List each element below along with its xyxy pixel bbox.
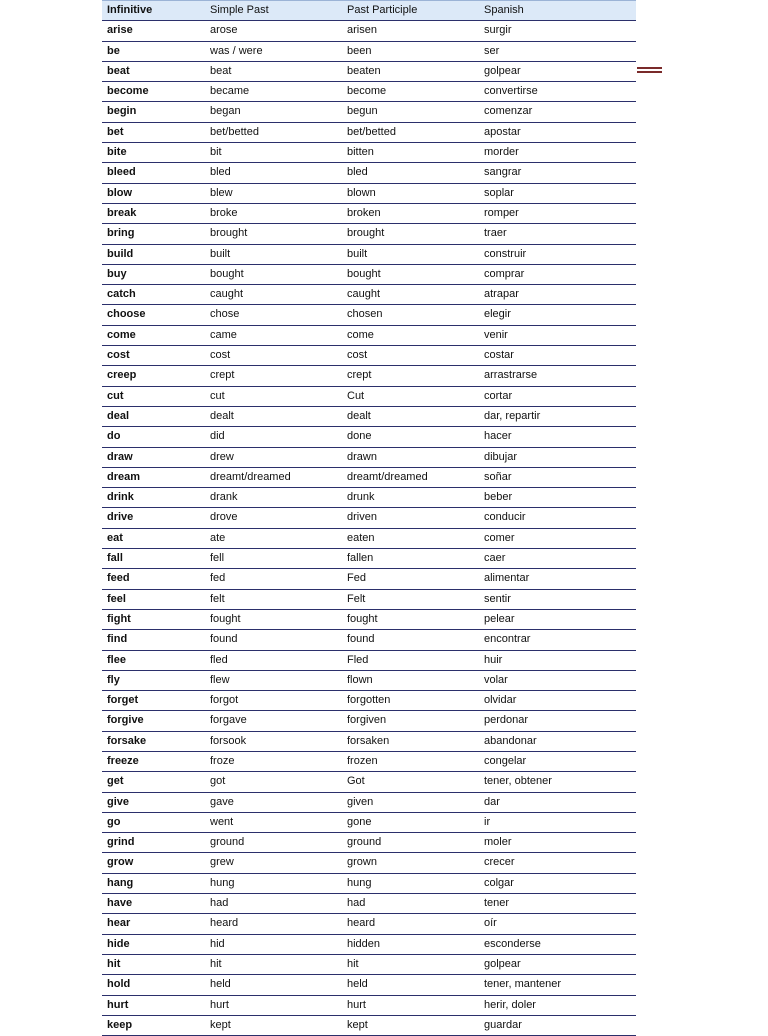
cell-past-participle: beaten xyxy=(342,61,479,81)
cell-spanish: sangrar xyxy=(479,163,636,183)
table-row xyxy=(102,325,636,345)
table-row xyxy=(102,406,636,426)
table-row xyxy=(102,346,636,366)
cell-simple-past: forgave xyxy=(205,711,342,731)
cell-infinitive: bleed xyxy=(102,163,205,183)
cell-past-participle: frozen xyxy=(342,751,479,771)
table-row xyxy=(102,894,636,914)
cell-past-participle: Fled xyxy=(342,650,479,670)
cell-past-participle: bought xyxy=(342,264,479,284)
cell-spanish: hacer xyxy=(479,427,636,447)
cell-past-participle: Felt xyxy=(342,589,479,609)
table-row xyxy=(102,589,636,609)
cell-spanish: morder xyxy=(479,143,636,163)
table-row xyxy=(102,183,636,203)
table-row xyxy=(102,427,636,447)
cell-simple-past: hit xyxy=(205,954,342,974)
cell-simple-past: got xyxy=(205,772,342,792)
cell-simple-past: broke xyxy=(205,203,342,223)
table-row xyxy=(102,285,636,305)
cell-past-participle: arisen xyxy=(342,21,479,41)
cell-infinitive: feed xyxy=(102,569,205,589)
cell-infinitive: catch xyxy=(102,285,205,305)
cell-spanish: venir xyxy=(479,325,636,345)
verb-table xyxy=(102,0,636,1036)
cell-infinitive: hide xyxy=(102,934,205,954)
cell-past-participle: crept xyxy=(342,366,479,386)
table-row xyxy=(102,41,636,61)
cell-infinitive: buy xyxy=(102,264,205,284)
cell-infinitive: keep xyxy=(102,1015,205,1035)
cell-past-participle: Got xyxy=(342,772,479,792)
table-row xyxy=(102,650,636,670)
cell-past-participle: dreamt/dreamed xyxy=(342,467,479,487)
table-row xyxy=(102,975,636,995)
cell-past-participle: become xyxy=(342,82,479,102)
cell-spanish: moler xyxy=(479,833,636,853)
cell-spanish: costar xyxy=(479,346,636,366)
cell-simple-past: drove xyxy=(205,508,342,528)
cell-past-participle: cost xyxy=(342,346,479,366)
cell-infinitive: flee xyxy=(102,650,205,670)
cell-infinitive: fall xyxy=(102,549,205,569)
cell-simple-past: flew xyxy=(205,670,342,690)
cell-spanish: congelar xyxy=(479,751,636,771)
cell-simple-past: heard xyxy=(205,914,342,934)
cell-spanish: guardar xyxy=(479,1015,636,1035)
cell-spanish: cortar xyxy=(479,386,636,406)
cell-simple-past: held xyxy=(205,975,342,995)
cell-simple-past: fled xyxy=(205,650,342,670)
table-row xyxy=(102,264,636,284)
cell-past-participle: fallen xyxy=(342,549,479,569)
cell-infinitive: find xyxy=(102,630,205,650)
cell-simple-past: bled xyxy=(205,163,342,183)
cell-simple-past: began xyxy=(205,102,342,122)
cell-simple-past: blew xyxy=(205,183,342,203)
cell-spanish: herir, doler xyxy=(479,995,636,1015)
cell-infinitive: give xyxy=(102,792,205,812)
cell-simple-past: gave xyxy=(205,792,342,812)
cell-simple-past: bit xyxy=(205,143,342,163)
cell-spanish: comprar xyxy=(479,264,636,284)
cell-simple-past: was / were xyxy=(205,41,342,61)
cell-simple-past: forsook xyxy=(205,731,342,751)
cell-infinitive: become xyxy=(102,82,205,102)
table-row xyxy=(102,102,636,122)
cell-spanish: esconderse xyxy=(479,934,636,954)
cell-spanish: dibujar xyxy=(479,447,636,467)
cell-simple-past: hurt xyxy=(205,995,342,1015)
cell-infinitive: feel xyxy=(102,589,205,609)
cell-infinitive: forgive xyxy=(102,711,205,731)
cell-spanish: surgir xyxy=(479,21,636,41)
cell-simple-past: arose xyxy=(205,21,342,41)
cell-infinitive: get xyxy=(102,772,205,792)
cell-simple-past: froze xyxy=(205,751,342,771)
cell-simple-past: hid xyxy=(205,934,342,954)
cell-past-participle: bitten xyxy=(342,143,479,163)
cell-infinitive: fight xyxy=(102,609,205,629)
table-row xyxy=(102,812,636,832)
table-body xyxy=(102,21,636,1036)
table-row xyxy=(102,609,636,629)
cell-spanish: ir xyxy=(479,812,636,832)
cell-spanish: beber xyxy=(479,488,636,508)
cell-spanish: tener, obtener xyxy=(479,772,636,792)
cell-infinitive: hear xyxy=(102,914,205,934)
cell-spanish: apostar xyxy=(479,122,636,142)
cell-spanish: convertirse xyxy=(479,82,636,102)
cell-past-participle: hurt xyxy=(342,995,479,1015)
cell-simple-past: became xyxy=(205,82,342,102)
cell-spanish: construir xyxy=(479,244,636,264)
table-row xyxy=(102,467,636,487)
table-row xyxy=(102,914,636,934)
table-row xyxy=(102,224,636,244)
cell-infinitive: deal xyxy=(102,406,205,426)
cell-infinitive: drive xyxy=(102,508,205,528)
side-marker-bar xyxy=(637,71,662,73)
table-row xyxy=(102,447,636,467)
cell-spanish: perdonar xyxy=(479,711,636,731)
cell-past-participle: forsaken xyxy=(342,731,479,751)
table-row xyxy=(102,82,636,102)
cell-infinitive: bite xyxy=(102,143,205,163)
cell-simple-past: ground xyxy=(205,833,342,853)
cell-spanish: colgar xyxy=(479,873,636,893)
table-row xyxy=(102,528,636,548)
cell-past-participle: given xyxy=(342,792,479,812)
cell-infinitive: blow xyxy=(102,183,205,203)
cell-spanish: olvidar xyxy=(479,691,636,711)
side-marker xyxy=(637,67,662,73)
cell-simple-past: went xyxy=(205,812,342,832)
cell-spanish: romper xyxy=(479,203,636,223)
table-row xyxy=(102,508,636,528)
cell-infinitive: bring xyxy=(102,224,205,244)
cell-infinitive: come xyxy=(102,325,205,345)
cell-spanish: volar xyxy=(479,670,636,690)
table-row xyxy=(102,853,636,873)
cell-past-participle: brought xyxy=(342,224,479,244)
cell-infinitive: bet xyxy=(102,122,205,142)
cell-spanish: golpear xyxy=(479,954,636,974)
cell-past-participle: flown xyxy=(342,670,479,690)
header-row xyxy=(102,1,636,21)
cell-simple-past: hung xyxy=(205,873,342,893)
table-row xyxy=(102,711,636,731)
cell-infinitive: begin xyxy=(102,102,205,122)
table-row xyxy=(102,792,636,812)
table-row xyxy=(102,61,636,81)
cell-infinitive: beat xyxy=(102,61,205,81)
cell-simple-past: chose xyxy=(205,305,342,325)
cell-spanish: tener, mantener xyxy=(479,975,636,995)
table-row xyxy=(102,670,636,690)
cell-simple-past: forgot xyxy=(205,691,342,711)
header-simple-past: Simple Past xyxy=(205,1,342,21)
cell-infinitive: build xyxy=(102,244,205,264)
cell-infinitive: freeze xyxy=(102,751,205,771)
table-row xyxy=(102,731,636,751)
cell-simple-past: fell xyxy=(205,549,342,569)
cell-past-participle: ground xyxy=(342,833,479,853)
cell-simple-past: fought xyxy=(205,609,342,629)
cell-simple-past: drank xyxy=(205,488,342,508)
cell-infinitive: cut xyxy=(102,386,205,406)
cell-past-participle: Fed xyxy=(342,569,479,589)
cell-past-participle: begun xyxy=(342,102,479,122)
cell-infinitive: hang xyxy=(102,873,205,893)
cell-past-participle: Cut xyxy=(342,386,479,406)
cell-past-participle: drawn xyxy=(342,447,479,467)
cell-infinitive: drink xyxy=(102,488,205,508)
cell-infinitive: eat xyxy=(102,528,205,548)
table-row xyxy=(102,873,636,893)
cell-past-participle: come xyxy=(342,325,479,345)
cell-infinitive: draw xyxy=(102,447,205,467)
table-row xyxy=(102,995,636,1015)
cell-spanish: conducir xyxy=(479,508,636,528)
cell-infinitive: have xyxy=(102,894,205,914)
cell-infinitive: be xyxy=(102,41,205,61)
cell-simple-past: fed xyxy=(205,569,342,589)
cell-spanish: caer xyxy=(479,549,636,569)
cell-infinitive: hit xyxy=(102,954,205,974)
cell-past-participle: held xyxy=(342,975,479,995)
cell-spanish: tener xyxy=(479,894,636,914)
cell-simple-past: brought xyxy=(205,224,342,244)
cell-simple-past: dreamt/dreamed xyxy=(205,467,342,487)
table-row xyxy=(102,122,636,142)
cell-past-participle: dealt xyxy=(342,406,479,426)
table-row xyxy=(102,386,636,406)
cell-spanish: huir xyxy=(479,650,636,670)
cell-past-participle: hit xyxy=(342,954,479,974)
cell-infinitive: forsake xyxy=(102,731,205,751)
table-row xyxy=(102,244,636,264)
cell-spanish: oír xyxy=(479,914,636,934)
table-row xyxy=(102,691,636,711)
cell-spanish: elegir xyxy=(479,305,636,325)
cell-infinitive: do xyxy=(102,427,205,447)
table-row xyxy=(102,549,636,569)
cell-past-participle: been xyxy=(342,41,479,61)
cell-past-participle: forgiven xyxy=(342,711,479,731)
cell-infinitive: fly xyxy=(102,670,205,690)
cell-past-participle: fought xyxy=(342,609,479,629)
table-row xyxy=(102,143,636,163)
cell-past-participle: done xyxy=(342,427,479,447)
cell-infinitive: grow xyxy=(102,853,205,873)
cell-spanish: pelear xyxy=(479,609,636,629)
cell-simple-past: dealt xyxy=(205,406,342,426)
cell-simple-past: cut xyxy=(205,386,342,406)
cell-spanish: sentir xyxy=(479,589,636,609)
cell-spanish: soñar xyxy=(479,467,636,487)
cell-infinitive: cost xyxy=(102,346,205,366)
cell-infinitive: creep xyxy=(102,366,205,386)
cell-spanish: dar xyxy=(479,792,636,812)
side-marker-bar xyxy=(637,67,662,69)
table-row xyxy=(102,772,636,792)
cell-simple-past: kept xyxy=(205,1015,342,1035)
table-row xyxy=(102,163,636,183)
cell-past-participle: driven xyxy=(342,508,479,528)
cell-spanish: traer xyxy=(479,224,636,244)
cell-infinitive: choose xyxy=(102,305,205,325)
cell-simple-past: caught xyxy=(205,285,342,305)
cell-past-participle: hidden xyxy=(342,934,479,954)
table-row xyxy=(102,488,636,508)
cell-spanish: encontrar xyxy=(479,630,636,650)
cell-infinitive: dream xyxy=(102,467,205,487)
cell-past-participle: bled xyxy=(342,163,479,183)
cell-past-participle: eaten xyxy=(342,528,479,548)
cell-simple-past: had xyxy=(205,894,342,914)
cell-spanish: arrastrarse xyxy=(479,366,636,386)
cell-simple-past: ate xyxy=(205,528,342,548)
table-row xyxy=(102,21,636,41)
cell-past-participle: forgotten xyxy=(342,691,479,711)
table-row xyxy=(102,569,636,589)
cell-infinitive: grind xyxy=(102,833,205,853)
cell-simple-past: crept xyxy=(205,366,342,386)
table-row xyxy=(102,751,636,771)
cell-past-participle: caught xyxy=(342,285,479,305)
cell-spanish: comer xyxy=(479,528,636,548)
cell-infinitive: arise xyxy=(102,21,205,41)
table-row xyxy=(102,954,636,974)
cell-past-participle: found xyxy=(342,630,479,650)
cell-simple-past: cost xyxy=(205,346,342,366)
cell-spanish: soplar xyxy=(479,183,636,203)
cell-spanish: golpear xyxy=(479,61,636,81)
cell-past-participle: broken xyxy=(342,203,479,223)
cell-past-participle: heard xyxy=(342,914,479,934)
cell-simple-past: bet/betted xyxy=(205,122,342,142)
cell-simple-past: drew xyxy=(205,447,342,467)
cell-simple-past: built xyxy=(205,244,342,264)
cell-past-participle: built xyxy=(342,244,479,264)
table-row xyxy=(102,934,636,954)
cell-infinitive: hurt xyxy=(102,995,205,1015)
cell-spanish: dar, repartir xyxy=(479,406,636,426)
cell-simple-past: came xyxy=(205,325,342,345)
cell-past-participle: hung xyxy=(342,873,479,893)
cell-past-participle: blown xyxy=(342,183,479,203)
table-row xyxy=(102,1015,636,1035)
cell-simple-past: found xyxy=(205,630,342,650)
cell-simple-past: felt xyxy=(205,589,342,609)
cell-past-participle: had xyxy=(342,894,479,914)
cell-simple-past: beat xyxy=(205,61,342,81)
cell-past-participle: gone xyxy=(342,812,479,832)
cell-spanish: ser xyxy=(479,41,636,61)
table-row xyxy=(102,833,636,853)
table-row xyxy=(102,630,636,650)
cell-infinitive: forget xyxy=(102,691,205,711)
cell-spanish: abandonar xyxy=(479,731,636,751)
table-row xyxy=(102,305,636,325)
table-header xyxy=(102,1,636,21)
cell-past-participle: drunk xyxy=(342,488,479,508)
cell-simple-past: did xyxy=(205,427,342,447)
cell-infinitive: break xyxy=(102,203,205,223)
cell-past-participle: kept xyxy=(342,1015,479,1035)
header-past-participle: Past Participle xyxy=(342,1,479,21)
cell-past-participle: bet/betted xyxy=(342,122,479,142)
table-row xyxy=(102,366,636,386)
cell-infinitive: hold xyxy=(102,975,205,995)
cell-simple-past: grew xyxy=(205,853,342,873)
cell-spanish: alimentar xyxy=(479,569,636,589)
table-row xyxy=(102,203,636,223)
cell-past-participle: chosen xyxy=(342,305,479,325)
header-infinitive: Infinitive xyxy=(102,1,205,21)
cell-spanish: comenzar xyxy=(479,102,636,122)
header-spanish: Spanish xyxy=(479,1,636,21)
cell-past-participle: grown xyxy=(342,853,479,873)
cell-infinitive: go xyxy=(102,812,205,832)
cell-spanish: atrapar xyxy=(479,285,636,305)
cell-spanish: crecer xyxy=(479,853,636,873)
cell-simple-past: bought xyxy=(205,264,342,284)
